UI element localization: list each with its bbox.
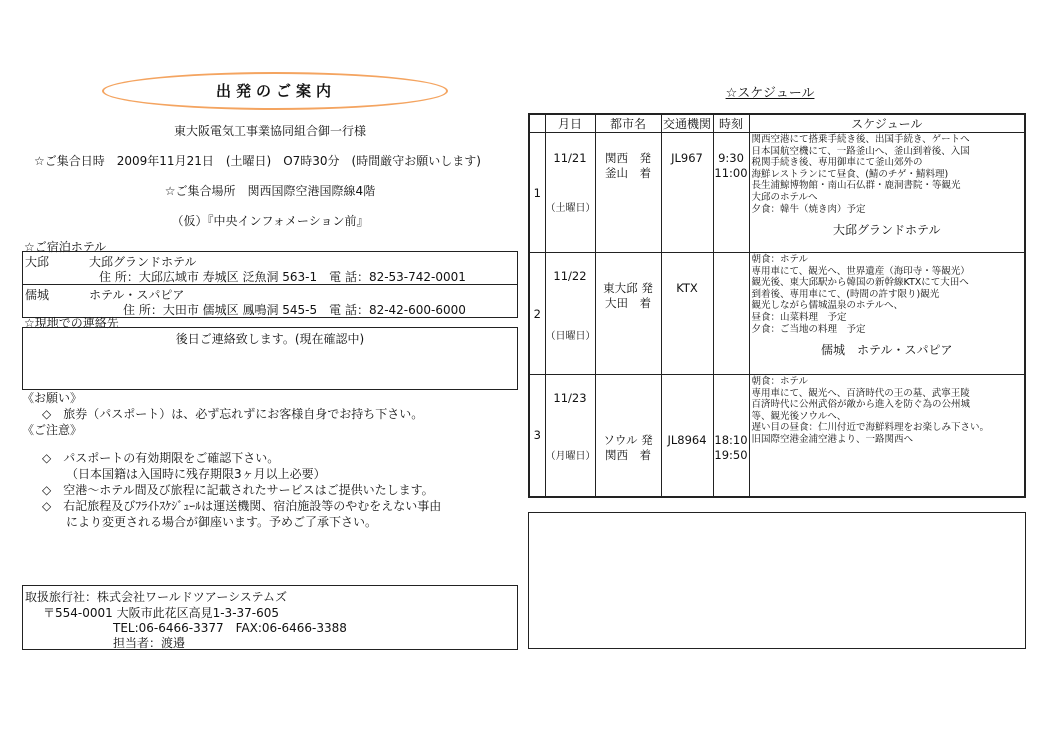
hotel-address: 住 所：大田市 儒城区 鳳鳴洞 545-5 電 話：82-42-600-6000: [123, 303, 466, 317]
time-arrive: 19:50: [714, 448, 748, 462]
city-arrive: 釜山 着: [605, 166, 651, 180]
time-depart: 18:10: [714, 433, 748, 447]
hotel-address: 住 所：大邱広域市 寿城区 泛魚洞 563-1 電 話：82-53-742-0001: [99, 270, 466, 284]
day-weekday: （土曜日）: [545, 203, 596, 214]
note-item: ◇ 空港～ホテル間及び旅程に記載されたサービスはご提供いたします。: [42, 483, 434, 497]
day-weekday: （日曜日）: [545, 331, 596, 342]
agency-phone: TEL:06-6466-3377 FAX:06-6466-3388: [113, 621, 347, 635]
schedule-line: 日本国航空機にて、一路釜山へ、釜山到着後、入国: [751, 145, 970, 157]
schedule-line: 税関手続き後、専用御車にて釜山郊外の: [751, 157, 923, 169]
contact-text: 後日ご連絡致します。(現在確認中): [175, 332, 365, 346]
schedule-line: 昼食：山菜料理 予定: [751, 311, 847, 323]
request-item: ◇ 旅券（パスポート）は、必ず忘れずにお客様自身でお持ち下さい。: [42, 407, 424, 421]
day-number: 2: [529, 253, 545, 375]
col-header-time: 時刻: [713, 114, 749, 133]
schedule-line: 観光後、東大邱駅から韓国の新幹線KTXにて大田へ: [751, 277, 969, 289]
transport: JL8964: [667, 433, 707, 447]
city-depart: 東大邱 発: [603, 281, 653, 295]
schedule-line: 朝食：ホテル: [751, 254, 809, 265]
note-item: （日本国籍は入国時に残存期限3ヶ月以上必要）: [66, 467, 326, 481]
group-name: 東大阪電気工事業協同組合御一行様: [173, 124, 366, 138]
hotel-box-1: [22, 251, 518, 285]
contact-box: [22, 327, 518, 390]
schedule-line: 専用車にて、観光へ、世界遺産（海印寺・等観光）: [751, 265, 970, 277]
meeting-datetime: ☆ご集合日時 2009年11月21日 (土曜日) O7時30分 (時間厳守お願いします): [34, 154, 481, 168]
city-depart: ソウル 発: [603, 433, 653, 447]
schedule-header-row: [529, 114, 1025, 133]
transport: JL967: [671, 151, 703, 165]
schedule-line: 百済時代に公州武俗が敵から進入を防ぐ為の公州城: [751, 399, 971, 411]
hotels-heading: ☆ご宿泊ホテル: [24, 240, 107, 254]
page-title: 出発のご案内: [215, 82, 336, 100]
overnight-hotel: 大邱グランドホテル: [833, 223, 941, 238]
requests-heading: 《お願い》: [22, 391, 83, 405]
meeting-place: ☆ご集合場所 関西国際空港国際線4階: [164, 184, 376, 198]
agency-contact-person: 担当者：渡邉: [113, 636, 186, 650]
col-header-transport: 交通機関: [661, 114, 713, 133]
note-item: により変更される場合が御座います。予めご了承下さい。: [66, 515, 378, 529]
contact-heading: ☆現地での連絡先: [24, 316, 119, 330]
day-weekday: （月曜日）: [545, 451, 596, 462]
transport: KTX: [676, 281, 698, 295]
notes-heading: 《ご注意》: [22, 423, 83, 437]
schedule-line: 到着後、専用車にて、(時間の許す限り)観光: [751, 288, 940, 300]
schedule-line: 長生浦鯨博物館・南山石仏群・鹿洞書院・等観光: [751, 180, 961, 192]
day-number: 1: [529, 133, 545, 253]
time-depart: 9:30: [718, 151, 744, 165]
city-depart: 関西 発: [605, 151, 651, 165]
schedule-line: 専用車にて、観光へ、百済時代の王の墓、武寧王陵: [751, 387, 970, 399]
notes-empty-box: [528, 512, 1026, 649]
day-date: 11/21: [553, 151, 587, 165]
schedule-details: [750, 133, 1025, 238]
agency-name: 取扱旅行社：株式会社ワールドツアーシステムズ: [25, 590, 287, 604]
time-arrive: 11:00: [714, 166, 748, 180]
schedule-table: [528, 113, 1026, 498]
agency-box: [22, 585, 518, 650]
table-row: [529, 375, 1025, 497]
note-item: ◇ 右記旅程及びﾌﾗｲﾄｽｹｼﾞｭｰﾙは運送機関、宿泊施設等のやむをえない事由: [42, 499, 442, 513]
schedule-line: 朝食：ホテル: [751, 376, 809, 387]
overnight-hotel: 儒城 ホテル・スパピア: [821, 343, 953, 358]
day-number: 3: [529, 375, 545, 497]
day-date: 11/23: [553, 391, 587, 405]
hotel-name: ホテル・スパピア: [89, 288, 185, 302]
table-row: [529, 253, 1025, 375]
hotel-box-2: [22, 284, 518, 318]
schedule-line: 遅い目の昼食：仁川付近で海鮮料理をお楽しみ下さい。: [751, 422, 990, 434]
col-header-schedule: スケジュール: [749, 114, 1025, 133]
hotel-city: 大邱: [25, 255, 50, 269]
day-date: 11/22: [553, 269, 587, 283]
note-item: ◇ パスポートの有効期限をご確認下さい。: [42, 451, 280, 465]
schedule-line: 大邱のホテルへ: [751, 191, 818, 203]
schedule-title: ☆スケジュール: [725, 86, 815, 101]
hotel-city: 儒城: [25, 288, 50, 302]
schedule-line: 等、観光後ソウルへ、: [751, 410, 847, 422]
schedule-details: [750, 375, 1025, 447]
schedule-details: [750, 253, 1025, 358]
schedule-line: 海鮮レストランにて昼食、(鯖のチゲ・鯖料理): [751, 168, 949, 180]
meeting-place-sub: （仮）『中央インフォメーション前』: [171, 214, 369, 228]
schedule-line: 関西空港にて搭乗手続き後、出国手続き、ゲートへ: [751, 134, 970, 145]
table-row: [529, 133, 1025, 253]
hotel-name: 大邱グランドホテル: [89, 255, 197, 269]
schedule-line: 観光しながら儒城温泉のホテルへ、: [751, 300, 904, 312]
agency-address: 〒554-0001 大阪市此花区高見1-3-37-605: [43, 606, 280, 620]
schedule-line: 夕食：韓牛（焼き肉）予定: [751, 203, 866, 215]
city-arrive: 大田 着: [605, 296, 651, 310]
col-header: [529, 114, 545, 133]
col-header-city: 都市名: [595, 114, 661, 133]
schedule-line: 旧国際空港金浦空港より、一路関西へ: [751, 433, 914, 445]
city-arrive: 関西 着: [605, 448, 651, 462]
col-header-date: 月日: [545, 114, 595, 133]
schedule-line: 夕食：ご当地の料理 予定: [751, 323, 866, 335]
